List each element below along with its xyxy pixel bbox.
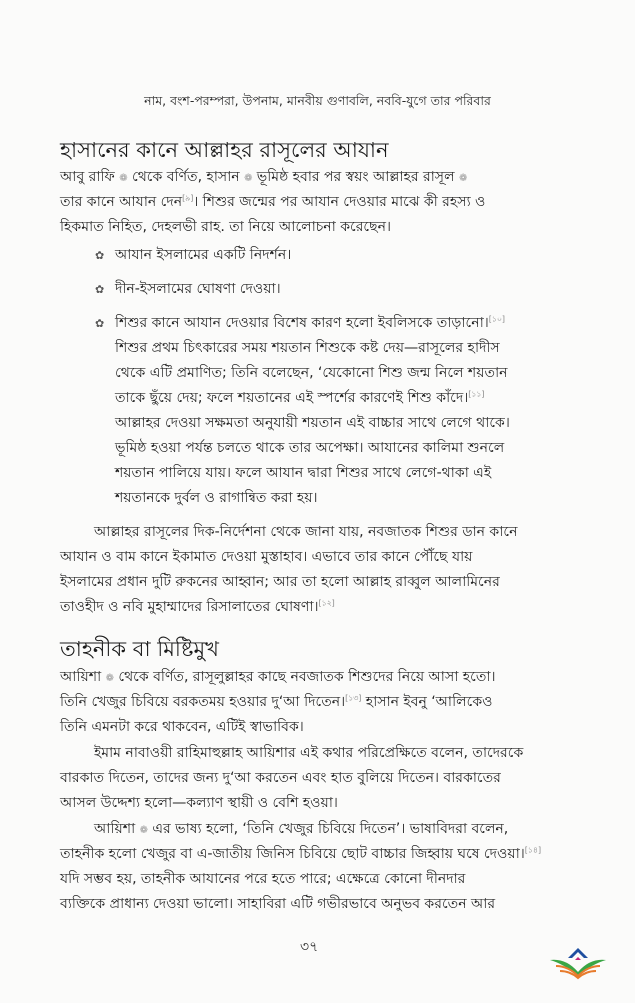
text-span: আয়িশা — [94, 821, 136, 837]
text-line: আল্লাহর দেওয়া সক্ষমতা অনুযায়ী শয়তান এই বাচ্চার সাথে লেগে থাকে। — [115, 415, 510, 431]
text-line — [94, 818, 508, 842]
text-line: ভূমিষ্ঠ হওয়া পর্যন্ত চলতে থাকে তার অপেক্ষা। আযানের কালিমা শুনলে — [115, 440, 505, 456]
text-span: আয়িশা — [60, 669, 102, 685]
page-number: ৩৭ — [300, 939, 319, 955]
text-line: আল্লাহর রাসূলের দিক-নির্দেশনা থেকে জানা যায়, নবজাতক শিশুর ডান কানে — [94, 524, 518, 540]
bullet-item — [115, 312, 505, 336]
text-span: । শিশুর জন্মের পর আযান দেওয়ার মাঝে কী রহস্য ও — [193, 194, 486, 210]
text-line: আযান ও বাম কানে ইকামাত দেওয়া মুস্তাহাব। এভাবে তার কানে পৌঁছে যায় — [60, 549, 473, 565]
text-line — [60, 596, 335, 620]
text-line: হিকমাত নিহিত, দেহলভী রাহ. তা নিয়ে আলোচনা করেছেন। — [60, 219, 391, 235]
text-span: তাহনীক হলো খেজুর বা এ-জাতীয় জিনিস চিবিয়ে ছোট বাচ্চার জিহ্বায় ঘষে দেওয়া। — [60, 846, 525, 862]
text-span: ভূমিষ্ঠ হবার পর স্বয়ং আল্লাহর রাসূল — [256, 169, 455, 185]
honorific-icon: ❁ — [244, 173, 253, 184]
flower-bullet-icon: ✿ — [95, 317, 105, 330]
text-span: হাসান ইবনু ‘আলিকেও — [365, 694, 493, 710]
honorific-icon: ❁ — [119, 173, 128, 184]
section-heading-azan: হাসানের কানে আল্লাহর রাসূলের আযান — [60, 138, 389, 162]
honorific-icon: ❁ — [139, 825, 148, 836]
text-line: যদি সম্ভব হয়, তাহনীক আযানের পরে হতে পারে; এক্ষেত্রে কোনো দীনদার — [60, 871, 466, 887]
text-line: ইসলামের প্রধান দুটি রুকনের আহ্বান; আর তা হলো আল্লাহ রাব্বুল আলামিনের — [60, 574, 500, 590]
text-span: শিশুর কানে আযান দেওয়ার বিশেষ কারণ হলো ইবলিসকে তাড়ানো। — [115, 315, 489, 331]
footnote-marker[interactable]: [১২] — [318, 598, 335, 608]
logo-leaf — [550, 960, 606, 976]
logo-peak — [575, 957, 581, 960]
footnote-marker[interactable]: [১১] — [468, 389, 485, 399]
text-span: তাকে ছুঁয়ে দেয়; ফলে শয়তানের এই স্পর্শের কারণেই শিশু কাঁদে। — [115, 390, 469, 406]
text-span: থেকে বর্ণিত, রাসূলুল্লাহর কাছে নবজাতক শিশুদের নিয়ে আসা হতো। — [118, 669, 496, 685]
bullet-item: আযান ইসলামের একটি নিদর্শন। — [115, 247, 292, 263]
running-head: নাম, বংশ-পরম্পরা, উপনাম, মানবীয় গুণাবলি, নববি-যুগে তার পরিবার — [144, 93, 491, 108]
flower-bullet-icon: ✿ — [95, 249, 105, 262]
footnote-marker[interactable]: [১৪] — [524, 845, 541, 855]
honorific-icon: ❁ — [458, 173, 468, 184]
text-line — [60, 843, 541, 867]
footnote-marker[interactable]: [৯] — [182, 193, 194, 203]
publisher-logo-icon — [548, 944, 608, 980]
text-line — [60, 166, 467, 190]
section-heading-tahnik: তাহনীক বা মিষ্টিমুখ — [60, 637, 219, 661]
bullet-item: দীন-ইসলামের ঘোষণা দেওয়া। — [115, 281, 281, 297]
text-line: শিশুর প্রথম চিৎকারের সময় শয়তান শিশুকে কষ্ট দেয়—রাসূলের হাদীস — [115, 340, 500, 356]
text-span: আবু রাফি — [60, 169, 115, 185]
text-span: তিনি খেজুর চিবিয়ে বরকতময় হওয়ার দু‘আ দিতেন। — [60, 694, 346, 710]
text-span: তাওহীদ ও নবি মুহাম্মাদের রিসালাতের ঘোষণা। — [60, 599, 319, 615]
text-line: শয়তানকে দুর্বল ও রাগান্বিত করা হয়। — [115, 490, 318, 506]
footnote-marker[interactable]: [১০] — [488, 314, 505, 324]
text-line: থেকে এটি প্রমাণিত; তিনি বলেছেন, ‘যেকোনো শিশু জন্ম নিলে শয়তান — [115, 365, 508, 381]
honorific-icon: ❁ — [105, 673, 114, 684]
text-line — [115, 387, 484, 411]
flower-bullet-icon: ✿ — [95, 283, 105, 296]
text-span: এর ভাষ্য হলো, ‘তিনি খেজুর চিবিয়ে দিতেন’। ভাষাবিদরা বলেন, — [152, 821, 509, 837]
footnote-marker[interactable]: [১৩] — [345, 693, 362, 703]
logo-roof — [568, 948, 588, 958]
text-line — [60, 666, 496, 690]
text-line: ব্যক্তিকে প্রাধান্য দেওয়া ভালো। সাহাবিরা এটি গভীরভাবে অনুভব করতেন আর — [60, 896, 496, 912]
text-line: শয়তান পালিয়ে যায়। ফলে আযান দ্বারা শিশুর সাথে লেগে-থাকা এই — [115, 465, 492, 481]
text-line: আসল উদ্দেশ্য হলো—কল্যাণ স্থায়ী ও বেশি হওয়া। — [60, 795, 338, 811]
text-line: ইমাম নাবাওয়ী রাহিমাহুল্লাহ আয়িশার এই কথার পরিপ্রেক্ষিতে বলেন, তাদেরকে — [94, 745, 524, 761]
text-line: তিনি এমনটা করে থাকবেন, এটিই স্বাভাবিক। — [60, 719, 304, 735]
text-line: বারকাত দিতেন, তাদের জন্য দু‘আ করতেন এবং হাত বুলিয়ে দিতেন। বারকাতের — [60, 770, 501, 786]
text-line — [60, 691, 493, 715]
text-line — [60, 191, 485, 215]
text-span: থেকে বর্ণিত, হাসান — [131, 169, 240, 185]
text-span: তার কানে আযান দেন — [60, 194, 183, 210]
